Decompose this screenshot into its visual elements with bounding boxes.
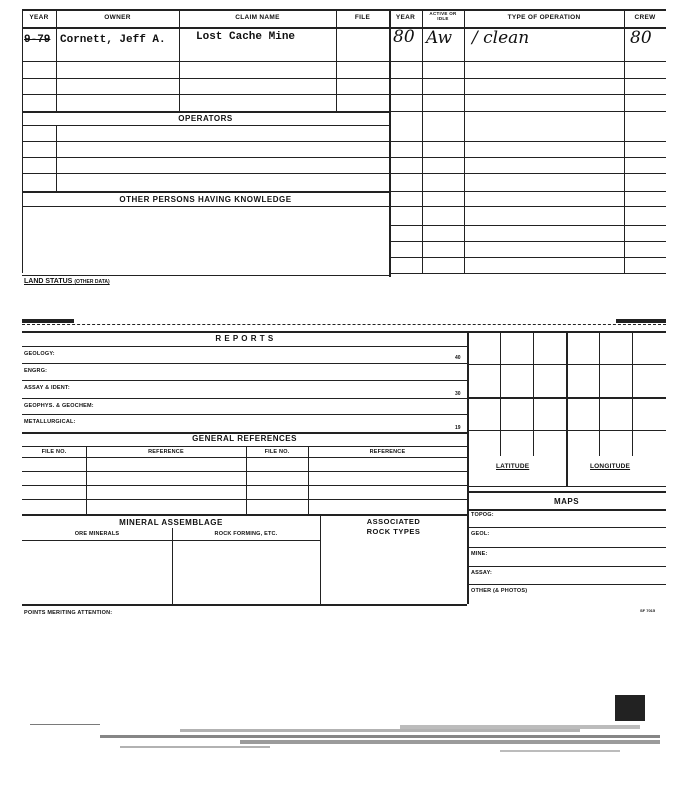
report-row-number: 40 [455,355,461,361]
row1-crew-handwritten: 80 [630,28,652,48]
maps-row-label: TOPOG: [471,512,494,518]
maps-row-label: ASSAY: [471,570,493,576]
general-references-title: GENERAL REFERENCES [192,434,297,443]
report-row-label: ENGRG: [24,368,48,374]
longitude-label: LONGITUDE [590,463,631,470]
report-row-label: GEOPHYS. & GEOCHEM: [24,403,94,409]
header-owner: OWNER [104,14,131,21]
row1-claim-name: Lost Cache Mine [196,31,296,43]
header-claim-name: CLAIM NAME [235,14,280,21]
land-status-text: LAND STATUS [24,278,73,285]
land-status-subtext: (OTHER DATA) [74,279,110,285]
rock-forming-label: ROCK FORMING, ETC. [214,531,278,537]
header-active-idle: ACTIVE OR IDLE [429,11,457,21]
report-row-label: GEOLOGY: [24,351,55,357]
points-meriting-attention-label: POINTS MERITING ATTENTION: [24,610,113,616]
report-row-number: 19 [455,425,461,431]
report-row-number: 30 [455,391,461,397]
gen-ref-header-reference-2: REFERENCE [369,449,406,455]
header-year-right: YEAR [395,14,416,21]
associated-rock-types-line1: ASSOCIATED [366,517,421,526]
row1-owner: Cornett, Jeff A. [60,34,166,46]
maps-row-label: GEOL: [471,531,490,537]
form-code: SF 7015 [640,608,656,613]
header-crew: CREW [634,14,656,21]
operators-label: OPERATORS [178,114,233,123]
gen-ref-header-file-no: FILE NO. [41,449,67,455]
gen-ref-header-reference: REFERENCE [148,449,184,455]
report-row-label: ASSAY & IDENT: [24,385,70,391]
header-type-of-operation: TYPE OF OPERATION [507,14,581,21]
header-file: FILE [354,14,371,21]
mineral-assemblage-title: MINERAL ASSEMBLAGE [119,518,223,527]
maps-row-label: MINE: [471,551,488,557]
latitude-label: LATITUDE [496,463,530,470]
associated-rock-types-line2: ROCK TYPES [366,527,421,536]
other-persons-label: OTHER PERSONS HAVING KNOWLEDGE [119,195,292,204]
row1-active-handwritten: Aw [426,28,453,48]
land-status-label [24,278,110,285]
row1-operation-handwritten: / clean [472,28,530,48]
ore-minerals-label: ORE MINERALS [74,531,120,537]
report-row-label: METALLURGICAL: [24,419,76,425]
maps-title: MAPS [553,497,580,506]
row1-year-handwritten: 80 [393,27,415,47]
gen-ref-header-file-no-2: FILE NO. [264,449,290,455]
maps-row-label: OTHER (& PHOTOS) [471,588,528,594]
reports-title: R E P O R T S [215,334,274,343]
row1-year: 9-79 [24,34,51,46]
header-year: YEAR [29,14,49,21]
